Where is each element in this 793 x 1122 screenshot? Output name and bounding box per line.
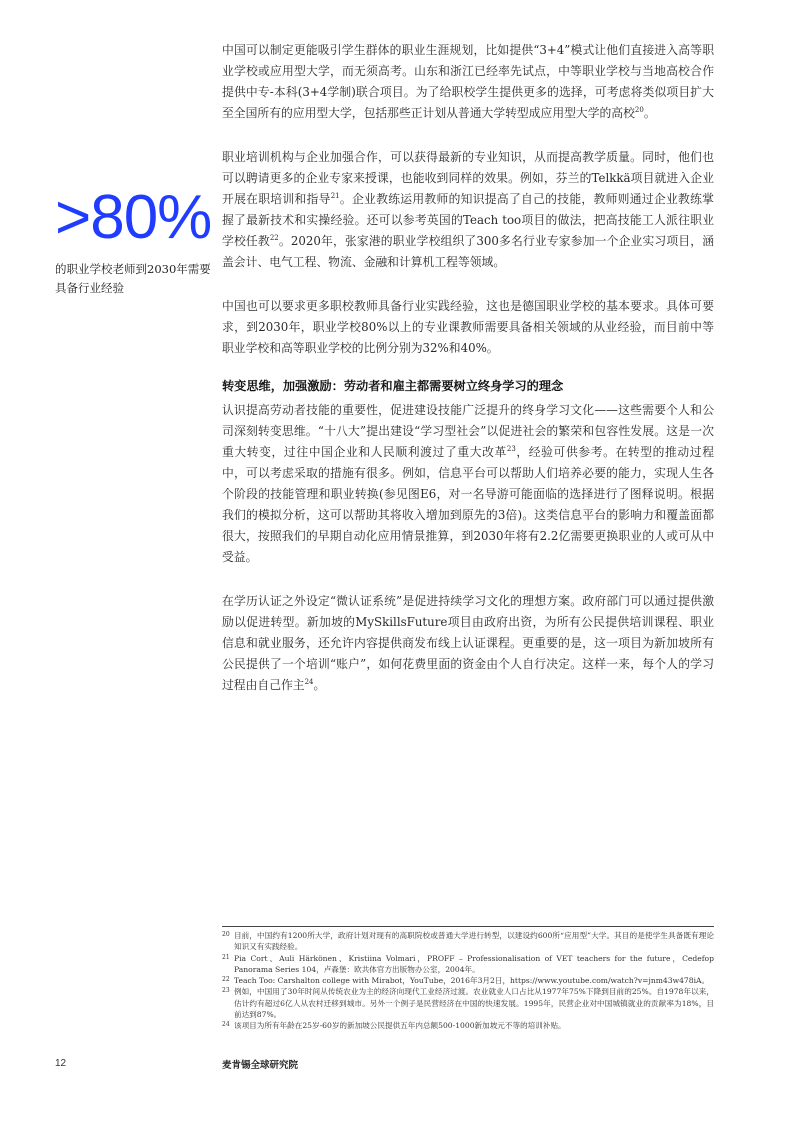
footnote-text: Pia Cort、Auli Härkönen、Kristiina Volmari，PROFF – Professionalisation of VET teachers for the future，Cedefop Panorama Series 104，卢森堡：欧共体官方出版物办公室，2004年。 <box>234 953 714 974</box>
footnote-ref[interactable]: 20 <box>634 106 644 115</box>
pull-quote <box>55 183 220 298</box>
footnote <box>222 986 714 1020</box>
main-body <box>222 40 714 719</box>
footnote-ref[interactable]: 22 <box>269 234 279 243</box>
paragraph: 中国可以制定更能吸引学生群体的职业生涯规划，比如提供“3+4”模式让他们直接进入高等职业学校或应用型大学，而无须高考。山东和浙江已经率先试点，中等职业学校与当地高校合作提供中专-本科(3+4学制)联合项目。为了给职校学生提供更多的选择，可考虑将类似项目扩大至全国所有的应用型大学，包括那些正计划从普通大学转型成应用型大学的高校$^{20}$。 <box>222 43 714 120</box>
footnote <box>222 1020 714 1031</box>
footnote <box>222 975 714 986</box>
footnote-ref[interactable]: 21 <box>330 192 340 201</box>
footnote-text: Teach Too: Carshalton college with Mirabot，YouTube，2016年3月2日，https://www.youtube.com/watch?v=jnm43w478iA。 <box>234 976 710 986</box>
paragraph: 认识提高劳动者技能的重要性，促进建设技能广泛提升的终身学习文化——这些需要个人和公司深刻转变思维。“十八大”提出建设“学习型社会”以促进社会的繁荣和包容性发展。这是一次重大转变，过往中国企业和人民顺利渡过了重大改革$^{23}$，经验可供参考。在转型的推动过程中，可以考虑采取的措施有很多。例如，信息平台可以帮助人们培养必要的能力，实现人生各个阶段的技能管理和职业转换(参见图E6，对一名导游可能面临的选择进行了图释说明。根据我们的模拟分析，这可以帮助其将收入增加到原先的3倍)。这类信息平台的影响力和覆盖面都很大，按照我们的早期自动化应用情景推算，到2030年将有2.2亿需要更换职业的人或可从中受益。 <box>222 403 714 564</box>
footnote-ref[interactable]: 23 <box>506 445 516 454</box>
footnote-number: 22 <box>222 976 230 984</box>
pull-quote-caption: 的职业学校老师到2030年需要具备行业经验 <box>55 262 211 295</box>
footnote-text: 目前，中国约有1200所大学，政府计划对现有的高职院校或普通大学进行转型，以建设约600所“应用型”大学。其目的是使学生具备既有理论知识又有实践经验。 <box>234 931 714 952</box>
footnote-ref[interactable]: 24 <box>304 678 314 687</box>
footnote-number: 23 <box>222 987 230 995</box>
page-number: 12 <box>55 1058 67 1069</box>
publisher-name: 麦肯锡全球研究院 <box>222 1060 299 1071</box>
footnotes <box>222 926 714 1032</box>
footnote-number: 20 <box>222 931 230 938</box>
section-heading: 转变思维，加强激励：劳动者和雇主都需要树立终身学习的理念 <box>222 379 564 393</box>
pull-quote-stat: >80% <box>55 183 212 252</box>
footnote <box>222 953 714 976</box>
paragraph: 在学历认证之外设定“微认证系统”是促进持续学习文化的理想方案。政府部门可以通过提供激励以促进转型。新加坡的MySkillsFuture项目由政府出资，为所有公民提供培训课程、职业信息和就业服务，还允许内容提供商发布线上认证课程。更重要的是，这一项目为新加坡所有公民提供了一个培训“账户”，如何花费里面的资金由个人自行决定。这样一来，每个人的学习过程由自己作主$^{24}$。 <box>222 594 714 692</box>
footnote-text: 该项目为所有年龄在25岁-60岁的新加坡公民提供五年内总额500-1000新加坡元不等的培训补贴。 <box>234 1021 566 1031</box>
footnote <box>222 930 714 953</box>
footnote-number: 24 <box>222 1021 230 1029</box>
paragraph: 中国也可以要求更多职校教师具备行业实践经验，这也是德国职业学校的基本要求。具体可要求，到2030年，职业学校80%以上的专业课教师需要具备相关领域的从业经验，而目前中等职业学校和高等职业学校的比例分别为32%和40%。 <box>222 299 714 355</box>
footnote-text: 例如，中国用了30年时间从传统农业为主的经济向现代工业经济过渡。农业就业人口占比从1977年75%下降到目前的25%。自1978年以来，估计约有超过6亿人从农村迁移到城市。另外一个例子是民营经济在中国的快速发展。1995年，民营企业对中国城镇就业的贡献率为18%，目前达到87%。 <box>234 987 714 1020</box>
paragraph: 职业培训机构与企业加强合作，可以获得最新的专业知识，从而提高教学质量。同时，他们也可以聘请更多的企业专家来授课，也能收到同样的效果。例如，芬兰的Telkkä项目就进入企业开展在职培训和指导$^{21}$。企业教练运用教师的知识提高了自己的技能，教师则通过企业教练掌握了最新技术和实操经验。还可以参考英国的Teach too项目的做法，把高技能工人派往职业学校任教$^{22}$。2020年，张家港的职业学校组织了300多名行业专家参加一个企业实习项目，涵盖会计、电气工程、物流、金融和计算机工程等领域。 <box>222 150 714 269</box>
footnote-number: 21 <box>222 953 230 961</box>
